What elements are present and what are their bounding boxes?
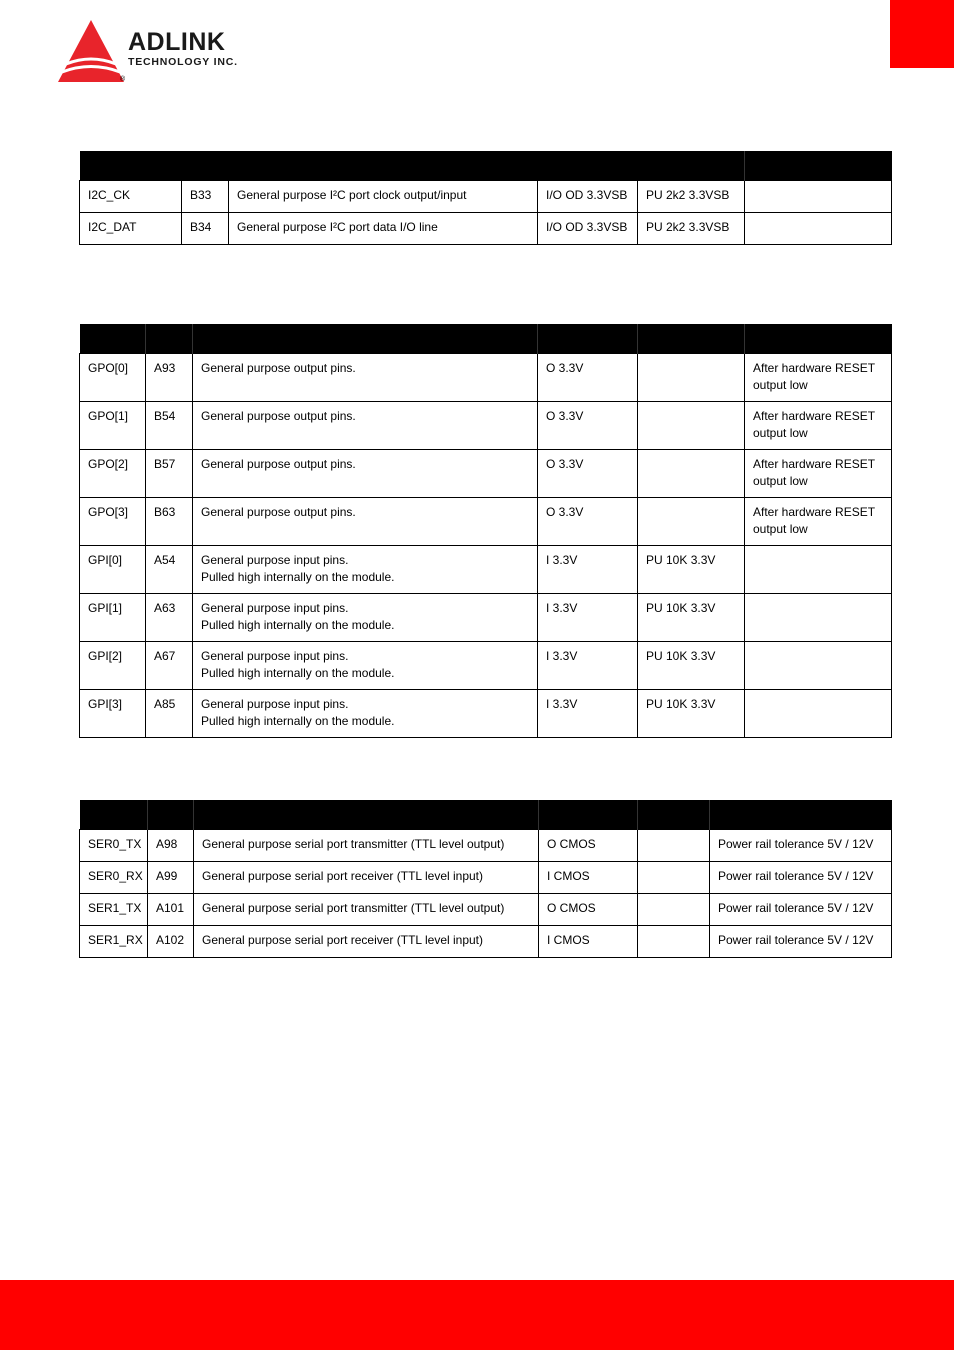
pin-cell: A101 xyxy=(148,894,194,926)
pullup-cell xyxy=(638,354,745,402)
comment-cell xyxy=(745,450,892,498)
signal-name-cell: SER0_RX xyxy=(80,862,148,894)
pin-cell: B54 xyxy=(146,402,193,450)
comment-cell-line-2: output low xyxy=(753,522,808,536)
signal-name-cell: GPI[0] xyxy=(80,546,146,594)
i2c-signal-table xyxy=(79,151,892,245)
signal-name-cell: SER1_RX xyxy=(80,926,148,958)
logo-wordmark: ADLINK xyxy=(128,28,226,56)
table-row xyxy=(80,354,892,402)
io-type-cell: I CMOS xyxy=(539,926,638,958)
pin-cell: B33 xyxy=(182,181,229,213)
comment-cell-line-2: output low xyxy=(753,474,808,488)
pullup-cell xyxy=(638,862,710,894)
comment-cell xyxy=(745,402,892,450)
description-cell-line-2: Pulled high internally on the module. xyxy=(201,714,395,728)
table-row xyxy=(80,450,892,498)
description-cell-line-2: Pulled high internally on the module. xyxy=(201,666,395,680)
description-cell xyxy=(193,642,538,690)
pin-cell: B57 xyxy=(146,450,193,498)
comment-cell xyxy=(745,546,892,594)
table-header-row xyxy=(80,151,892,181)
table-row xyxy=(80,498,892,546)
comment-cell-line-2: output low xyxy=(753,426,808,440)
table-header-row xyxy=(80,800,892,830)
pin-cell: A54 xyxy=(146,546,193,594)
io-type-cell: I 3.3V xyxy=(538,594,638,642)
description-cell xyxy=(193,690,538,738)
description-cell-line-1: General purpose output pins. xyxy=(201,409,356,423)
table-header-row xyxy=(80,324,892,354)
corner-tab xyxy=(890,0,954,68)
pullup-cell xyxy=(638,894,710,926)
comment-cell: Power rail tolerance 5V / 12V xyxy=(710,894,892,926)
description-cell-line-1: General purpose input pins. xyxy=(201,601,349,615)
pin-cell: A102 xyxy=(148,926,194,958)
registered-mark: ® xyxy=(120,76,126,83)
table-row xyxy=(80,213,892,245)
comment-cell xyxy=(745,690,892,738)
io-type-cell: I 3.3V xyxy=(538,546,638,594)
description-cell: General purpose serial port transmitter (TTL level output) xyxy=(194,830,539,862)
table-row xyxy=(80,690,892,738)
comment-cell-line-2: output low xyxy=(753,378,808,392)
table-row xyxy=(80,894,892,926)
io-type-cell: O CMOS xyxy=(539,894,638,926)
pullup-cell: PU 10K 3.3V xyxy=(638,594,745,642)
table-row xyxy=(80,642,892,690)
io-type-cell: O 3.3V xyxy=(538,498,638,546)
signal-name-cell: GPI[1] xyxy=(80,594,146,642)
description-cell xyxy=(193,450,538,498)
pullup-cell: PU 10K 3.3V xyxy=(638,642,745,690)
pullup-cell: PU 10K 3.3V xyxy=(638,690,745,738)
description-cell-line-1: General purpose output pins. xyxy=(201,457,356,471)
comment-cell-line-1: After hardware RESET xyxy=(753,457,876,471)
description-cell: General purpose serial port transmitter (TTL level output) xyxy=(194,894,539,926)
io-type-cell: O 3.3V xyxy=(538,450,638,498)
gpio-signal-table xyxy=(79,324,892,738)
table-row xyxy=(80,830,892,862)
table-row xyxy=(80,402,892,450)
adlink-triangle-icon xyxy=(56,18,126,86)
pullup-cell xyxy=(638,498,745,546)
table-row xyxy=(80,546,892,594)
signal-name-cell: GPO[1] xyxy=(80,402,146,450)
logo-subtitle: TECHNOLOGY INC. xyxy=(128,56,238,68)
signal-name-cell: I2C_CK xyxy=(80,181,182,213)
description-cell xyxy=(193,354,538,402)
description-cell-line-2: Pulled high internally on the module. xyxy=(201,570,395,584)
description-cell: General purpose I²C port clock output/input xyxy=(229,181,538,213)
pin-cell: B63 xyxy=(146,498,193,546)
pullup-cell: PU 10K 3.3V xyxy=(638,546,745,594)
description-cell-line-1: General purpose input pins. xyxy=(201,649,349,663)
pin-cell: A99 xyxy=(148,862,194,894)
pin-cell: A63 xyxy=(146,594,193,642)
pullup-cell xyxy=(638,402,745,450)
description-cell-line-2: Pulled high internally on the module. xyxy=(201,618,395,632)
table-row xyxy=(80,862,892,894)
comment-cell: Power rail tolerance 5V / 12V xyxy=(710,830,892,862)
io-type-cell: O 3.3V xyxy=(538,354,638,402)
io-type-cell: I 3.3V xyxy=(538,690,638,738)
description-cell: General purpose I²C port data I/O line xyxy=(229,213,538,245)
pin-cell: A98 xyxy=(148,830,194,862)
description-cell xyxy=(193,402,538,450)
comment-cell-line-1: After hardware RESET xyxy=(753,361,876,375)
pullup-cell xyxy=(638,926,710,958)
pullup-cell: PU 2k2 3.3VSB xyxy=(638,181,745,213)
pin-cell: A67 xyxy=(146,642,193,690)
description-cell-line-1: General purpose output pins. xyxy=(201,361,356,375)
comment-cell xyxy=(745,642,892,690)
io-type-cell: I/O OD 3.3VSB xyxy=(538,181,638,213)
io-type-cell: O 3.3V xyxy=(538,402,638,450)
comment-cell xyxy=(745,498,892,546)
signal-name-cell: SER1_TX xyxy=(80,894,148,926)
comment-cell xyxy=(745,354,892,402)
description-cell-line-1: General purpose output pins. xyxy=(201,505,356,519)
signal-name-cell: GPI[3] xyxy=(80,690,146,738)
pin-cell: A93 xyxy=(146,354,193,402)
pin-cell: B34 xyxy=(182,213,229,245)
io-type-cell: I 3.3V xyxy=(538,642,638,690)
comment-cell xyxy=(745,594,892,642)
description-cell xyxy=(193,498,538,546)
adlink-logo xyxy=(56,18,271,86)
signal-name-cell: GPO[3] xyxy=(80,498,146,546)
table-row xyxy=(80,181,892,213)
description-cell: General purpose serial port receiver (TTL level input) xyxy=(194,862,539,894)
description-cell xyxy=(193,546,538,594)
signal-name-cell: SER0_TX xyxy=(80,830,148,862)
io-type-cell: I CMOS xyxy=(539,862,638,894)
comment-cell-line-1: After hardware RESET xyxy=(753,409,876,423)
description-cell xyxy=(193,594,538,642)
signal-name-cell: GPO[2] xyxy=(80,450,146,498)
io-type-cell: I/O OD 3.3VSB xyxy=(538,213,638,245)
table-row xyxy=(80,594,892,642)
comment-cell xyxy=(745,181,892,213)
comment-cell xyxy=(745,213,892,245)
signal-name-cell: I2C_DAT xyxy=(80,213,182,245)
signal-name-cell: GPI[2] xyxy=(80,642,146,690)
signal-name-cell: GPO[0] xyxy=(80,354,146,402)
description-cell: General purpose serial port receiver (TTL level input) xyxy=(194,926,539,958)
comment-cell-line-1: After hardware RESET xyxy=(753,505,876,519)
table-row xyxy=(80,926,892,958)
pullup-cell: PU 2k2 3.3VSB xyxy=(638,213,745,245)
footer-band xyxy=(0,1280,954,1350)
description-cell-line-1: General purpose input pins. xyxy=(201,697,349,711)
pin-cell: A85 xyxy=(146,690,193,738)
pullup-cell xyxy=(638,450,745,498)
serial-signal-table xyxy=(79,800,892,958)
comment-cell: Power rail tolerance 5V / 12V xyxy=(710,862,892,894)
comment-cell: Power rail tolerance 5V / 12V xyxy=(710,926,892,958)
io-type-cell: O CMOS xyxy=(539,830,638,862)
pullup-cell xyxy=(638,830,710,862)
description-cell-line-1: General purpose input pins. xyxy=(201,553,349,567)
